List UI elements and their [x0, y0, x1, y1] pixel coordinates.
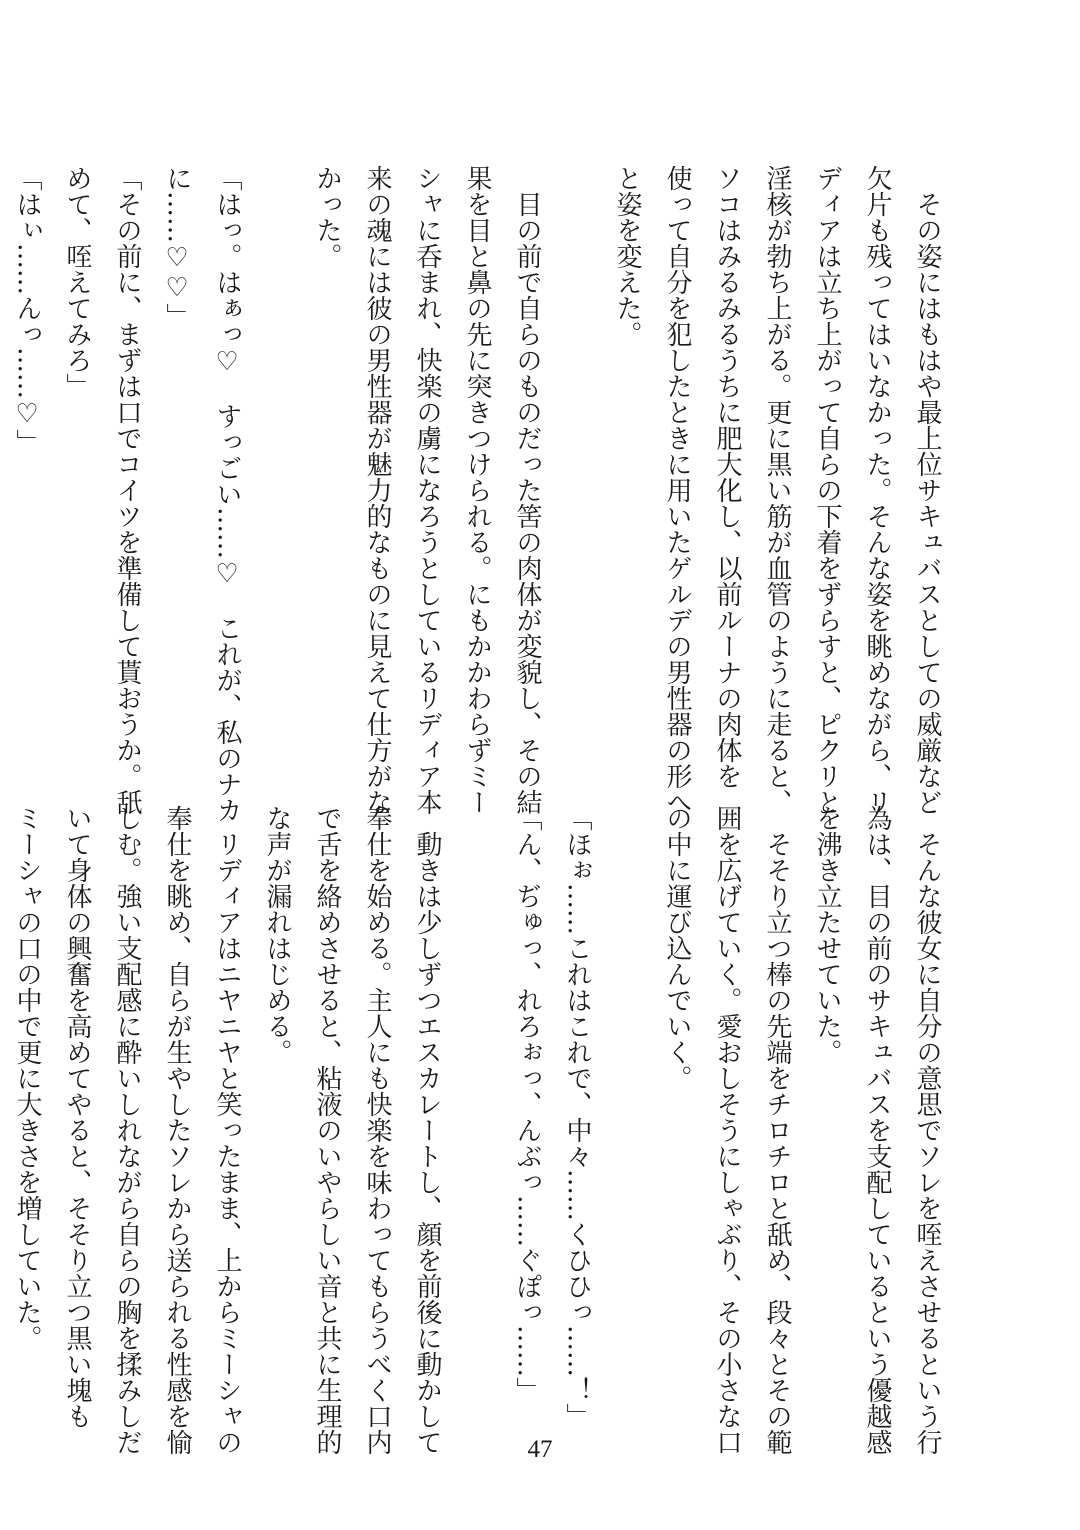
lower-line: 動きは少しずつエスカレートし、顔を前後に動かして	[412, 805, 442, 1455]
lower-line: そんな彼女に自分の意思でソレを咥えさせるという行	[912, 805, 942, 1455]
lower-line: しむ。強い支配感に酔いしれながら自らの胸を揉みしだ	[112, 805, 142, 1455]
page-number: 47	[527, 1436, 553, 1463]
upper-line: 来の魂には彼の男性器が魅力的なものに見えて仕方がな	[362, 165, 392, 815]
lower-line: で舌を絡めさせると、粘液のいやらしい音と共に生理的	[312, 805, 342, 1455]
upper-line: 淫核が勃ち上がる。更に黒い筋が血管のように走ると、	[762, 165, 792, 815]
upper-line: 目の前で自らのものだった筈の肉体が変貌し、その結	[512, 165, 542, 815]
upper-line: 「その前に、まずは口でコイツを準備して貰おうか。舐	[112, 165, 142, 815]
upper-line: に……♡♡」	[162, 165, 192, 329]
upper-line: その姿にはもはや最上位サキュバスとしての威厳など	[912, 165, 942, 815]
lower-line: 奉仕を始める。主人にも快楽を味わってもらうべく口内	[362, 805, 392, 1455]
upper-line: かった。	[312, 165, 342, 269]
lower-line: 奉仕を眺め、自らが生やしたソレから送られる性感を愉	[162, 805, 192, 1455]
lower-line: そそり立つ棒の先端をチロチロと舐め、段々とその範	[762, 805, 792, 1455]
upper-line: と姿を変えた。	[612, 165, 642, 347]
lower-line	[0, 805, 2, 1365]
lower-line: な声が漏れはじめる。	[262, 805, 292, 1065]
upper-line: 欠片も残ってはいなかった。そんな姿を眺めながら、リ	[862, 165, 892, 815]
lower-line	[602, 805, 652, 1365]
upper-line: シャに呑まれ、快楽の虜になろうとしているリディア本	[412, 165, 442, 815]
lower-line: 「ほぉ……これはこれで、中々……くひひっ……！」	[562, 805, 592, 1429]
upper-text-block	[0, 165, 952, 823]
lower-line: 「ん、ぢゅっ、れろぉっ、んぶっ……ぐぽっ……」	[512, 805, 542, 1403]
upper-line: ディアは立ち上がって自らの下着をずらすと、ピクリと	[812, 165, 842, 815]
lower-line: 為は、目の前のサキュバスを支配しているという優越感	[862, 805, 892, 1455]
lower-line	[452, 805, 502, 1365]
lower-line: 囲を広げていく。愛おしそうにしゃぶり、その小さな口	[712, 805, 742, 1455]
lower-line: リディアはニヤニヤと笑ったまま、上からミーシャの	[212, 805, 242, 1455]
lower-line: ミーシャの口の中で更に大きさを増していた。	[12, 805, 42, 1351]
lower-line: を沸き立たせていた。	[812, 805, 842, 1065]
lower-line: いて身体の興奮を高めてやると、そそり立つ黒い塊も	[62, 805, 92, 1429]
upper-line: 使って自分を犯したときに用いたゲルデの男性器の形へ	[662, 165, 692, 815]
upper-line	[252, 165, 302, 755]
upper-line: 「はっ。はぁっ♡ すっごい……♡ これが、私のナカ	[212, 165, 242, 823]
lower-line: の中に運び込んでいく。	[662, 805, 692, 1091]
upper-line: ソコはみるみるうちに肥大化し、以前ルーナの肉体を	[712, 165, 742, 789]
upper-line: 果を目と鼻の先に突きつけられる。にもかかわらずミー	[462, 165, 492, 815]
upper-line	[552, 165, 602, 755]
upper-line: 「はぃ……んっ……♡」	[12, 165, 42, 455]
upper-line: めて、咥えてみろ」	[62, 165, 92, 399]
